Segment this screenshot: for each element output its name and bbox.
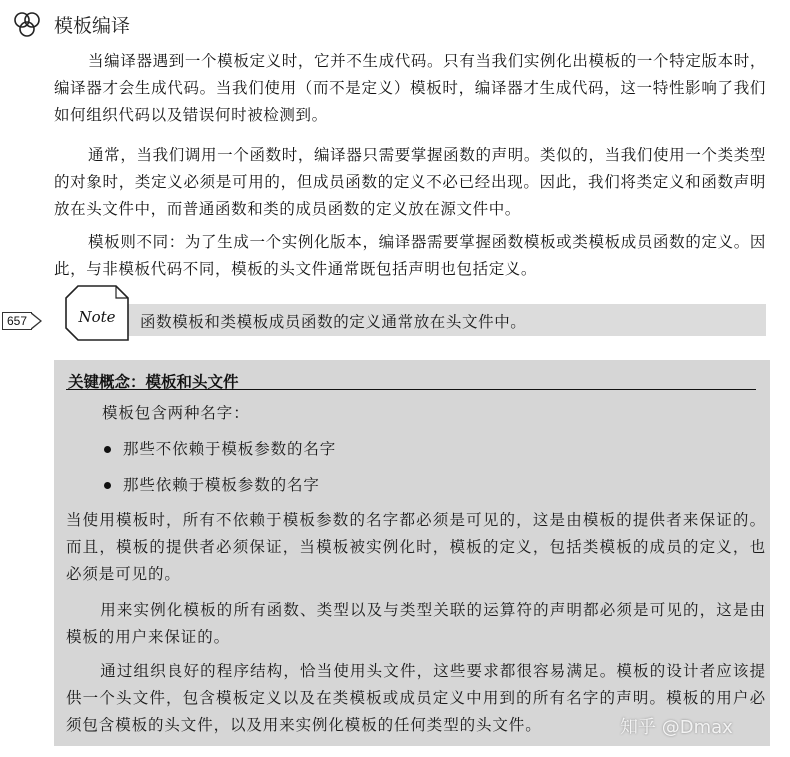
bullet-icon [104,482,111,489]
key-concept-title: 关键概念：模板和头文件 [68,373,239,391]
key-concept-paragraph-1 [66,507,766,588]
section-emblem-icon [12,10,42,38]
bullet-icon [104,446,111,453]
note-icon-label: Note [78,308,116,326]
key-concept-bullet-2 [104,472,320,499]
key-concept-bullet-1-text: 那些不依赖于模板参数的名字 [123,440,337,458]
note-text: 函数模板和类模板成员函数的定义通常放在头文件中。 [140,313,527,331]
key-concept-box [54,360,770,746]
key-concept-paragraph-2-text: 用来实例化模板的所有函数、类型以及与类型关联的运算符的声明都必须是可见的，这是由模板的用户来保证的。 [66,601,766,646]
watermark: 知乎 @Dmax [620,717,733,738]
body-paragraph-1 [54,48,766,129]
page-reference-number: 657 [2,312,32,330]
key-concept-paragraph-3-text: 通过组织良好的程序结构，恰当使用头文件，这些要求都很容易满足。模板的设计者应该提供一个头文件，包含模板定义以及在类模板或成员定义中用到的所有名字的声明。模板的用户必须包含模板的头文件，以及用来实例化模板的任何类型的头文件。 [66,662,766,734]
body-paragraph-1-text: 当编译器遇到一个模板定义时，它并不生成代码。只有当我们实例化出模板的一个特定版本时，编译器才会生成代码。当我们使用（而不是定义）模板时，编译器才生成代码，这一特性影响了我们如何组织代码以及错误何时被检测到。 [54,52,766,124]
key-concept-intro: 模板包含两种名字： [102,404,250,422]
body-paragraph-2-text: 通常，当我们调用一个函数时，编译器只需要掌握函数的声明。类似的，当我们使用一个类类型的对象时，类定义必须是可用的，但成员函数的定义不必已经出现。因此，我们将类定义和函数声明放在头文件中，而普通函数和类的成员函数的定义放在源文件中。 [54,146,766,218]
body-paragraph-3 [54,229,766,283]
key-concept-paragraph-2 [66,597,766,651]
section-title: 模板编译 [54,14,131,37]
page-reference-marker [2,312,42,330]
section-heading [12,10,130,38]
body-paragraph-3-text: 模板则不同：为了生成一个实例化版本，编译器需要掌握函数模板或类模板成员函数的定义。因此，与非模板代码不同，模板的头文件通常既包括声明也包括定义。 [54,233,766,278]
key-concept-paragraph-1-text: 当使用模板时，所有不依赖于模板参数的名字都必须是可见的，这是由模板的提供者来保证的。而且，模板的提供者必须保证，当模板被实例化时，模板的定义，包括类模板的成员的定义，也必须是可见的。 [66,511,766,583]
note-icon [64,284,130,342]
key-concept-bullet-2-text: 那些依赖于模板参数的名字 [123,476,320,494]
key-concept-bullet-1 [104,436,336,463]
page-reference-arrow-icon [31,312,42,330]
body-paragraph-2 [54,142,766,223]
key-concept-divider [66,389,756,390]
